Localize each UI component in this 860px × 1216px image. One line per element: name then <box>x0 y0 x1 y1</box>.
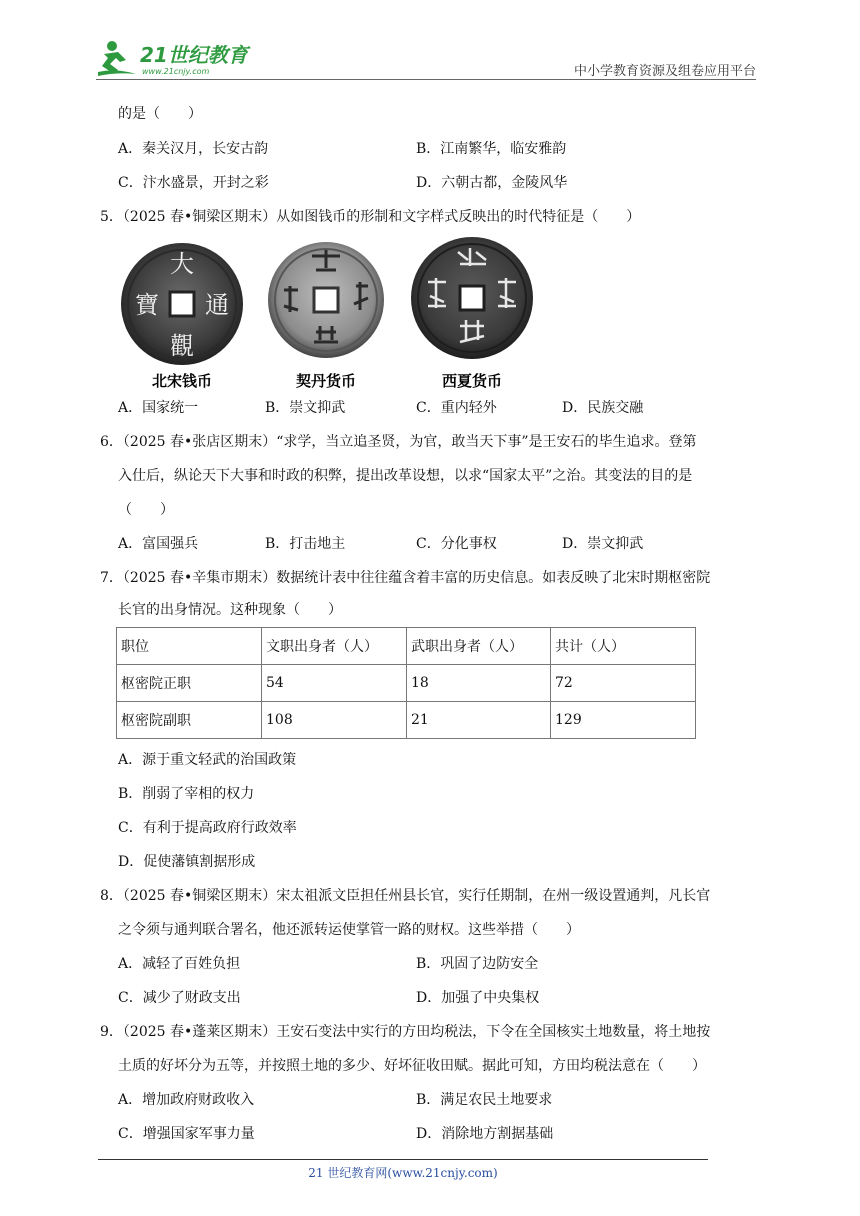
coin-northern-song <box>121 243 243 365</box>
q9-option-c: C．增强国家军事力量 <box>118 1126 255 1142</box>
table-header-cell: 职位 <box>117 628 262 665</box>
coin1-char-top: 大 <box>170 250 194 278</box>
coin3-caption: 西夏货币 <box>441 372 503 390</box>
q5-option-b: B．崇文抑武 <box>265 400 346 416</box>
q9-option-a: A．增加政府财政收入 <box>118 1092 255 1108</box>
q9-stem-line1: 9．（2025 春•蓬莱区期末）王安石变法中实行的方田均税法，下令在全国核实土地数量，将土地按 <box>100 1024 711 1040</box>
q8-option-d: D．加强了中央集权 <box>416 990 540 1006</box>
q7-option-d: D．促使藩镇割据形成 <box>118 854 256 870</box>
q5-option-c: C．重内轻外 <box>416 400 497 416</box>
q6-option-a: A．富国强兵 <box>118 536 199 552</box>
coin1-char-right: 通 <box>205 291 229 319</box>
header-divider <box>96 79 756 80</box>
table-cell: 21 <box>407 702 551 739</box>
q5-stem: 5．（2025 春•铜梁区期末）从如图钱币的形制和文字样式反映出的时代特征是（ ） <box>100 209 641 225</box>
table-cell: 72 <box>551 665 696 702</box>
table-cell: 129 <box>551 702 696 739</box>
coin1-char-bottom: 觀 <box>170 332 194 360</box>
table-header-cell: 武职出身者（人） <box>407 628 551 665</box>
q4-option-c: C．汴水盛景，开封之彩 <box>118 175 269 191</box>
q7-stem-line1: 7．（2025 春•辛集市期末）数据统计表中往往蕴含着丰富的历史信息。如表反映了北宋时期枢密院 <box>100 570 711 586</box>
q4-option-b: B．江南繁华，临安雅韵 <box>416 141 567 157</box>
q8-stem-line2: 之令须与通判联合署名，他还派转运使掌管一路的财权。这些举措（ ） <box>118 922 580 938</box>
table-cell: 枢密院副职 <box>117 702 262 739</box>
footer-text[interactable]: 21 世纪教育网(www.21cnjy.com) <box>308 1166 498 1180</box>
q6-option-d: D．崇文抑武 <box>562 536 644 552</box>
table-row <box>117 665 696 702</box>
q9-stem-line2: 土质的好坏分为五等，并按照土地的多少、好坏征收田赋。据此可知，方田均税法意在（ ） <box>118 1058 706 1074</box>
coin-khitan <box>268 242 384 358</box>
footer-divider <box>98 1159 708 1160</box>
table-header-row <box>117 628 696 665</box>
q8-stem-line1: 8．（2025 春•铜梁区期末）宋太祖派文臣担任州县长官，实行任期制，在州一级设置通判，凡长官 <box>100 888 711 904</box>
table-cell: 18 <box>407 665 551 702</box>
q9-option-b: B．满足农民土地要求 <box>416 1092 553 1108</box>
q7-option-c: C．有利于提高政府行政效率 <box>118 820 297 836</box>
q8-option-c: C．减少了财政支出 <box>118 990 241 1006</box>
q6-option-c: C．分化事权 <box>416 536 497 552</box>
site-logo <box>96 38 266 78</box>
coin1-char-left: 寶 <box>135 291 159 319</box>
logo-text: 21世纪教育 <box>140 43 248 67</box>
table-cell: 54 <box>262 665 407 702</box>
q7-option-a: A．源于重文轻武的治国政策 <box>118 752 297 768</box>
table-cell: 枢密院正职 <box>117 665 262 702</box>
q8-option-a: A．减轻了百姓负担 <box>118 956 241 972</box>
q6-stem-line1: 6．（2025 春•张店区期末）“求学，当立追圣贤，为官，敢当天下事”是王安石的毕生追求。登第 <box>100 434 697 450</box>
q4-option-a: A．秦关汉月，长安古韵 <box>118 141 269 157</box>
table-header-cell: 文职出身者（人） <box>262 628 407 665</box>
table-row <box>117 702 696 739</box>
q6-stem-line2: 入仕后，纵论天下大事和时政的积弊，提出改革设想，以求“国家太平”之治。其变法的目的是 <box>118 468 693 484</box>
q7-data-table <box>116 627 696 739</box>
logo-url: www.21cnjy.com <box>142 67 210 76</box>
q9-option-d: D．消除地方割据基础 <box>416 1126 554 1142</box>
coin1-caption: 北宋钱币 <box>151 372 213 390</box>
q5-option-a: A．国家统一 <box>118 400 199 416</box>
q7-option-b: B．削弱了宰相的权力 <box>118 786 255 802</box>
coins-figure <box>120 234 540 394</box>
q5-option-d: D．民族交融 <box>562 400 644 416</box>
q7-stem-line2: 长官的出身情况。这种现象（ ） <box>118 602 342 618</box>
q4-option-d: D．六朝古都，金陵风华 <box>416 175 568 191</box>
q6-stem-line3: （ ） <box>118 502 174 518</box>
table-header-cell: 共计（人） <box>551 628 696 665</box>
header-platform-text: 中小学教育资源及组卷应用平台 <box>573 64 756 79</box>
q6-option-b: B．打击地主 <box>265 536 346 552</box>
q4-stem-tail: 的是（ ） <box>118 106 202 122</box>
coin-western-xia <box>411 237 533 359</box>
table-cell: 108 <box>262 702 407 739</box>
coin2-caption: 契丹货币 <box>295 372 357 390</box>
q8-option-b: B．巩固了边防安全 <box>416 956 539 972</box>
